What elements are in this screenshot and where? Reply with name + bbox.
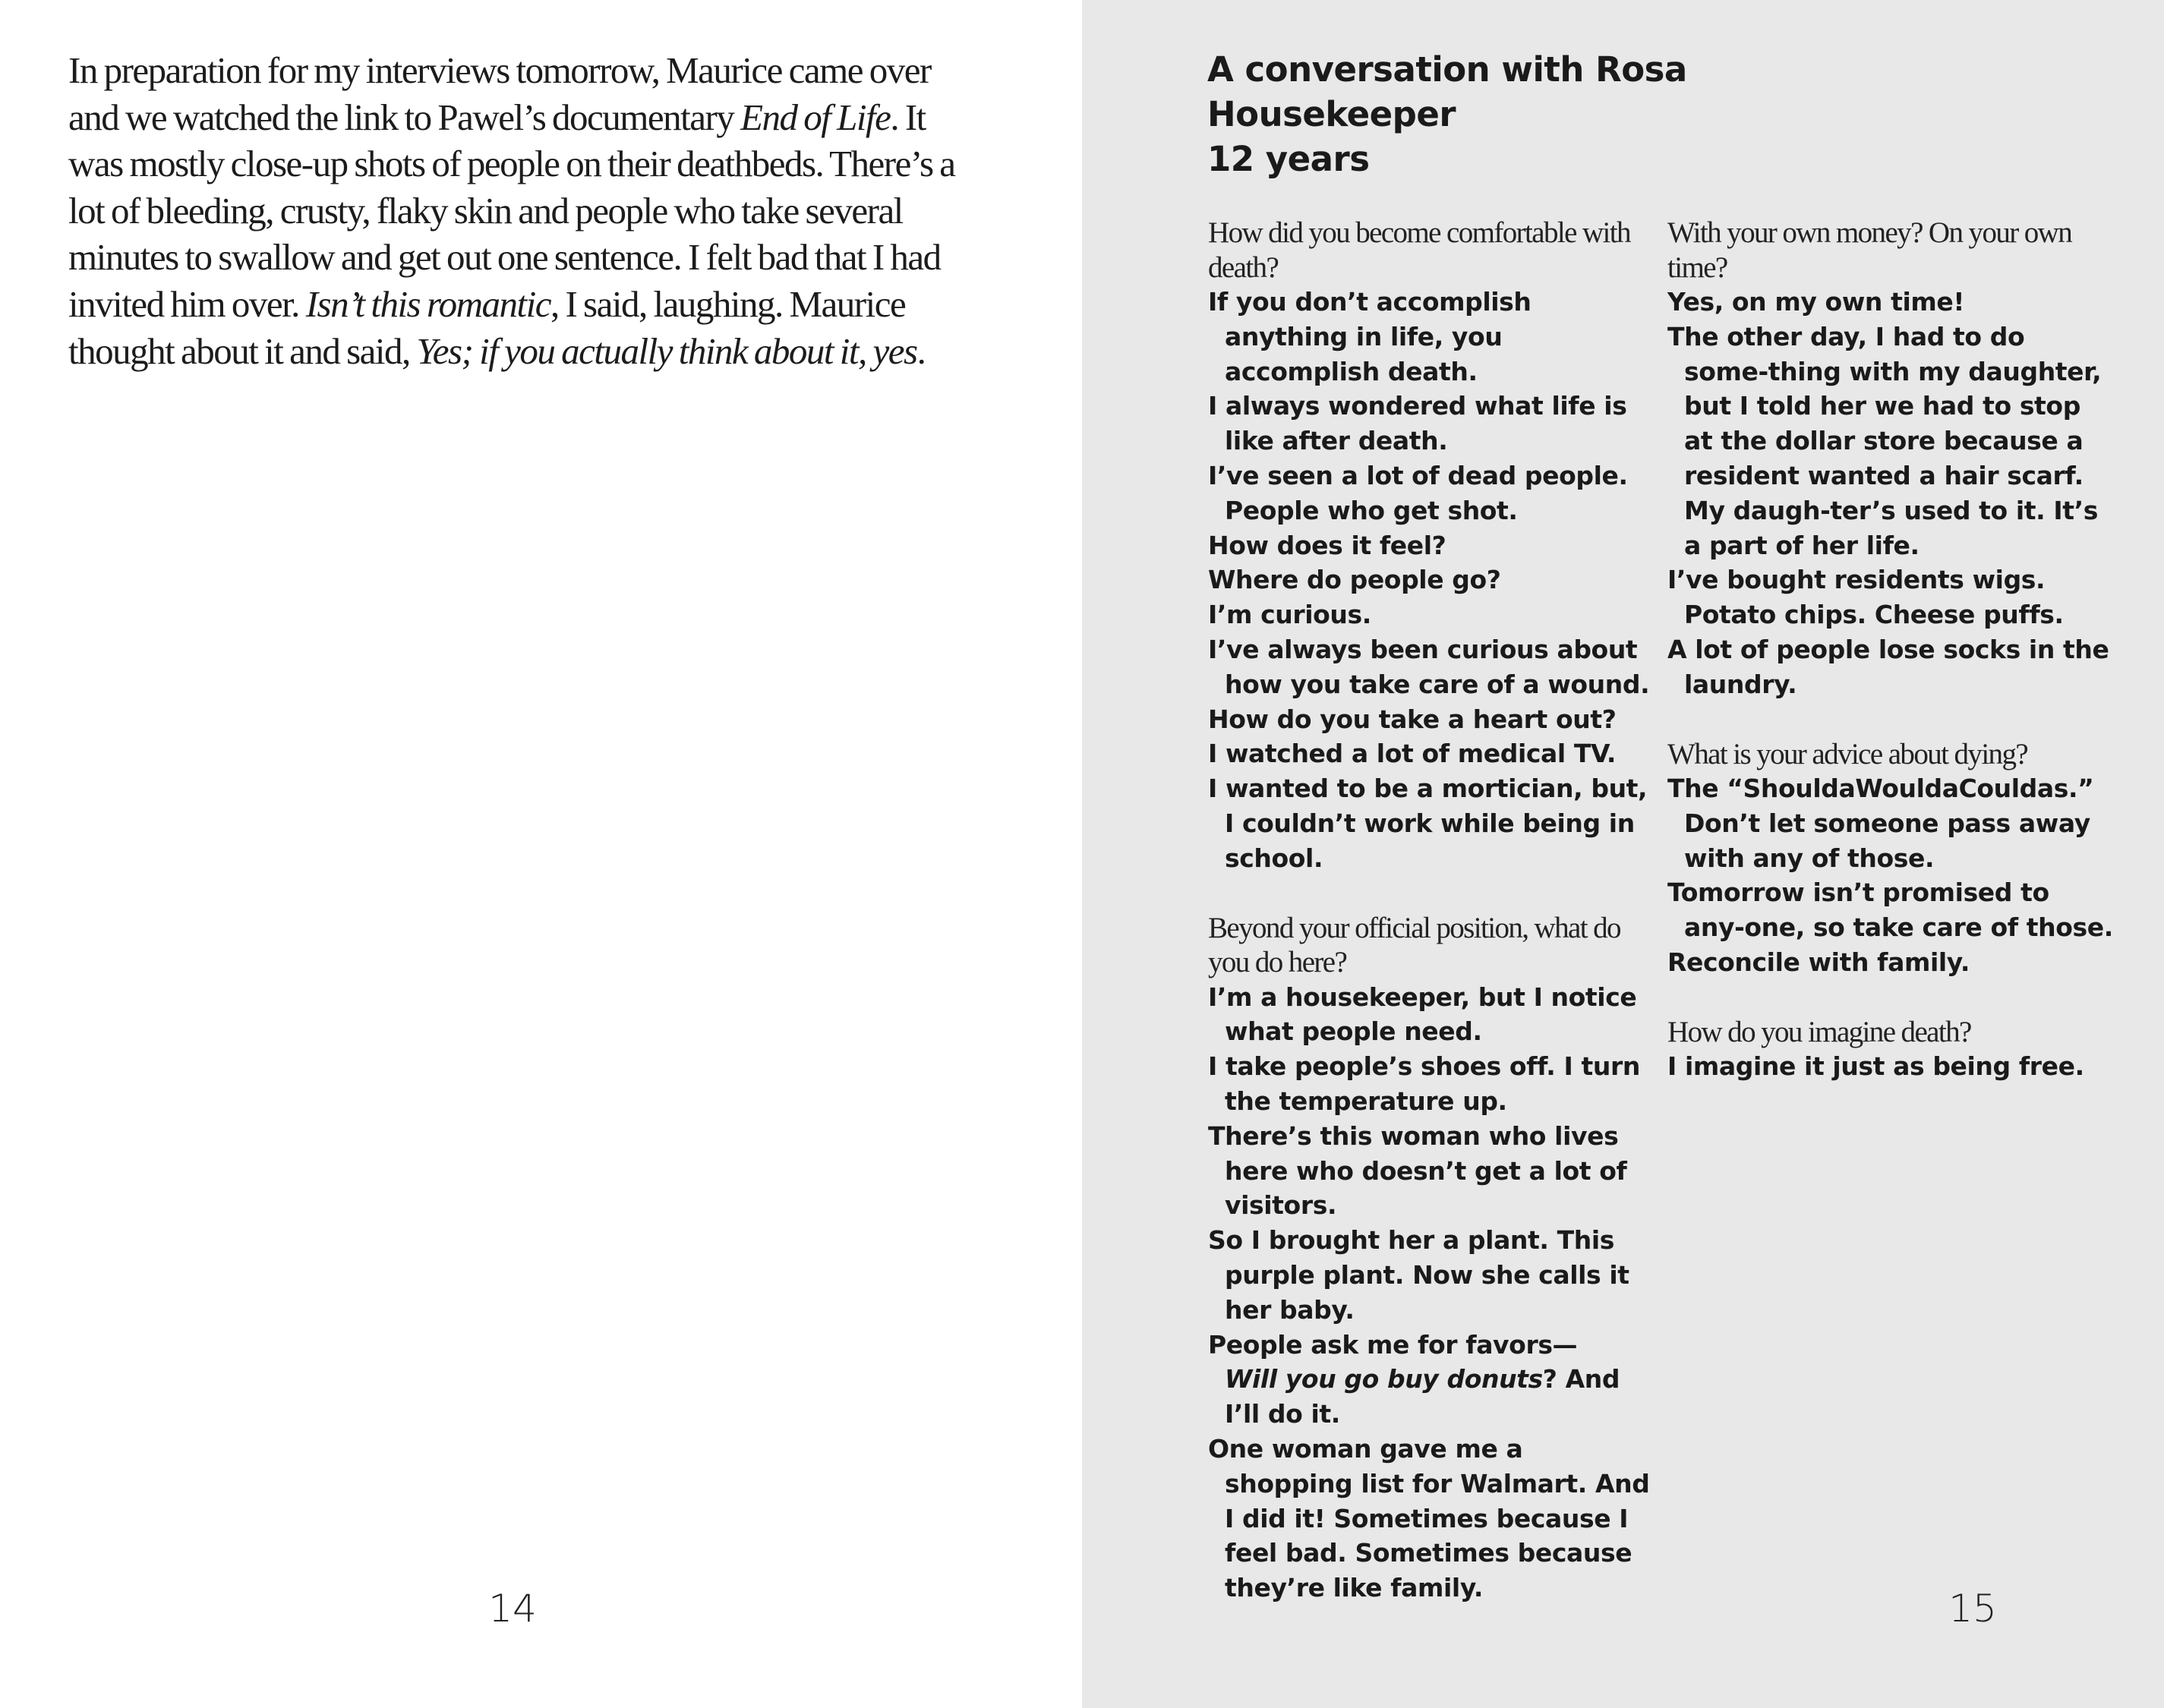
answer-line: I wanted to be a mortician, but, I couldn’t work while being in school. [1208, 774, 1648, 873]
answer-line: There’s this woman who lives here who doesn’t get a lot of visitors. [1208, 1120, 1627, 1221]
right-page [1082, 0, 2164, 1708]
quote-text: Yes; if you actually think about it, yes [416, 329, 917, 372]
answer-line: I’m a housekeeper, but I notice what people need. [1208, 982, 1637, 1047]
prose-text: In preparation for my interviews tomorrow, Maurice came over and we watched the link to Pawel’s documentary [68, 49, 931, 138]
qa-block [1667, 216, 2115, 702]
answer-line: Tomorrow isn’t promised to any-one, so take care of those. [1667, 878, 2113, 943]
answer-line: I’ve bought residents wigs. Potato chips. Cheese puffs. [1667, 565, 2064, 630]
answer-line: Yes, on my own time! [1667, 287, 1964, 317]
answer-line: I’ve seen a lot of dead people. People who get shot. [1208, 460, 1628, 525]
answer-line: I’m curious. [1208, 600, 1371, 630]
qa-block [1667, 1015, 2115, 1084]
answer-line: People ask me for favors— [1208, 1329, 1578, 1360]
answer-line [1208, 1362, 1656, 1432]
prose-text: , I said, laughing. Maurice thought about it and said, [68, 282, 906, 372]
interview-column-left [1208, 216, 1656, 1640]
qa-block [1208, 216, 1656, 876]
prose-text: . [916, 329, 926, 372]
heading-tenure: 12 years [1207, 139, 1370, 179]
answer-line: How do you take a heart out? [1208, 704, 1617, 734]
quote-text: Isn’t this romantic [305, 282, 550, 325]
answer-line: I’ve always been curious about how you take care of a wound. [1208, 634, 1650, 699]
interview-heading [1207, 47, 1967, 181]
answer-line: I always wondered what life is like after death. [1208, 391, 1627, 456]
answer-line: So I brought her a plant. This purple plant. Now she calls it her baby. [1208, 1225, 1629, 1325]
answer-line: The other day, I had to do some-thing with my daughter, but I told her we had to stop at the dollar store because a resident wanted a hair scarf. My daugh-ter’s used to it. It’s a part of her life. [1667, 321, 2102, 560]
question: Beyond your official position, what do you do here? [1208, 911, 1620, 979]
page-number-left: 14 [488, 1587, 537, 1631]
qa-block [1667, 737, 2115, 980]
answer-line: Where do people go? [1208, 565, 1501, 595]
prose-text: . It was mostly close-up shots of people on their deathbeds. There’s a lot of bleeding, crusty, flaky skin and people who take several minutes to swallow and get out one sentence. I felt bad that I had invited him over. [68, 96, 955, 325]
page-number-right: 15 [1948, 1587, 1997, 1631]
film-title: End of Life [740, 96, 891, 138]
answer-line: I watched a lot of medical TV. [1208, 739, 1617, 769]
favor-quote: Will you go buy donuts [1225, 1364, 1543, 1394]
question: How did you become comfortable with death? [1208, 216, 1630, 284]
answer-line: How does it feel? [1208, 530, 1446, 560]
heading-role: Housekeeper [1207, 94, 1456, 134]
intro-paragraph [68, 47, 979, 374]
answer-line: The “ShouldaWouldaCouldas.” Don’t let someone pass away with any of those. [1667, 774, 2094, 873]
answer-line: Reconcile with family. [1667, 947, 1970, 978]
question: With your own money? On your own time? [1667, 216, 2072, 284]
answer-line: A lot of people lose socks in the laundry. [1667, 634, 2109, 699]
heading-title: A conversation with Rosa [1207, 49, 1687, 90]
answer-line: If you don’t accomplish anything in life, you accomplish death. [1208, 287, 1532, 386]
qa-block [1208, 911, 1656, 1606]
question: What is your advice about dying? [1667, 737, 2028, 770]
favor-rest: ? And I’ll do it. [1225, 1364, 1620, 1429]
answer-line: I imagine it just as being free. [1667, 1051, 2084, 1082]
interview-column-right [1667, 216, 2115, 1119]
question: How do you imagine death? [1667, 1015, 1971, 1048]
answer-line: I take people’s shoes off. I turn the temperature up. [1208, 1051, 1640, 1116]
answer-line: One woman gave me a shopping list for Walmart. And I did it! Sometimes because I feel bad. Sometimes because they’re like family. [1208, 1433, 1650, 1603]
